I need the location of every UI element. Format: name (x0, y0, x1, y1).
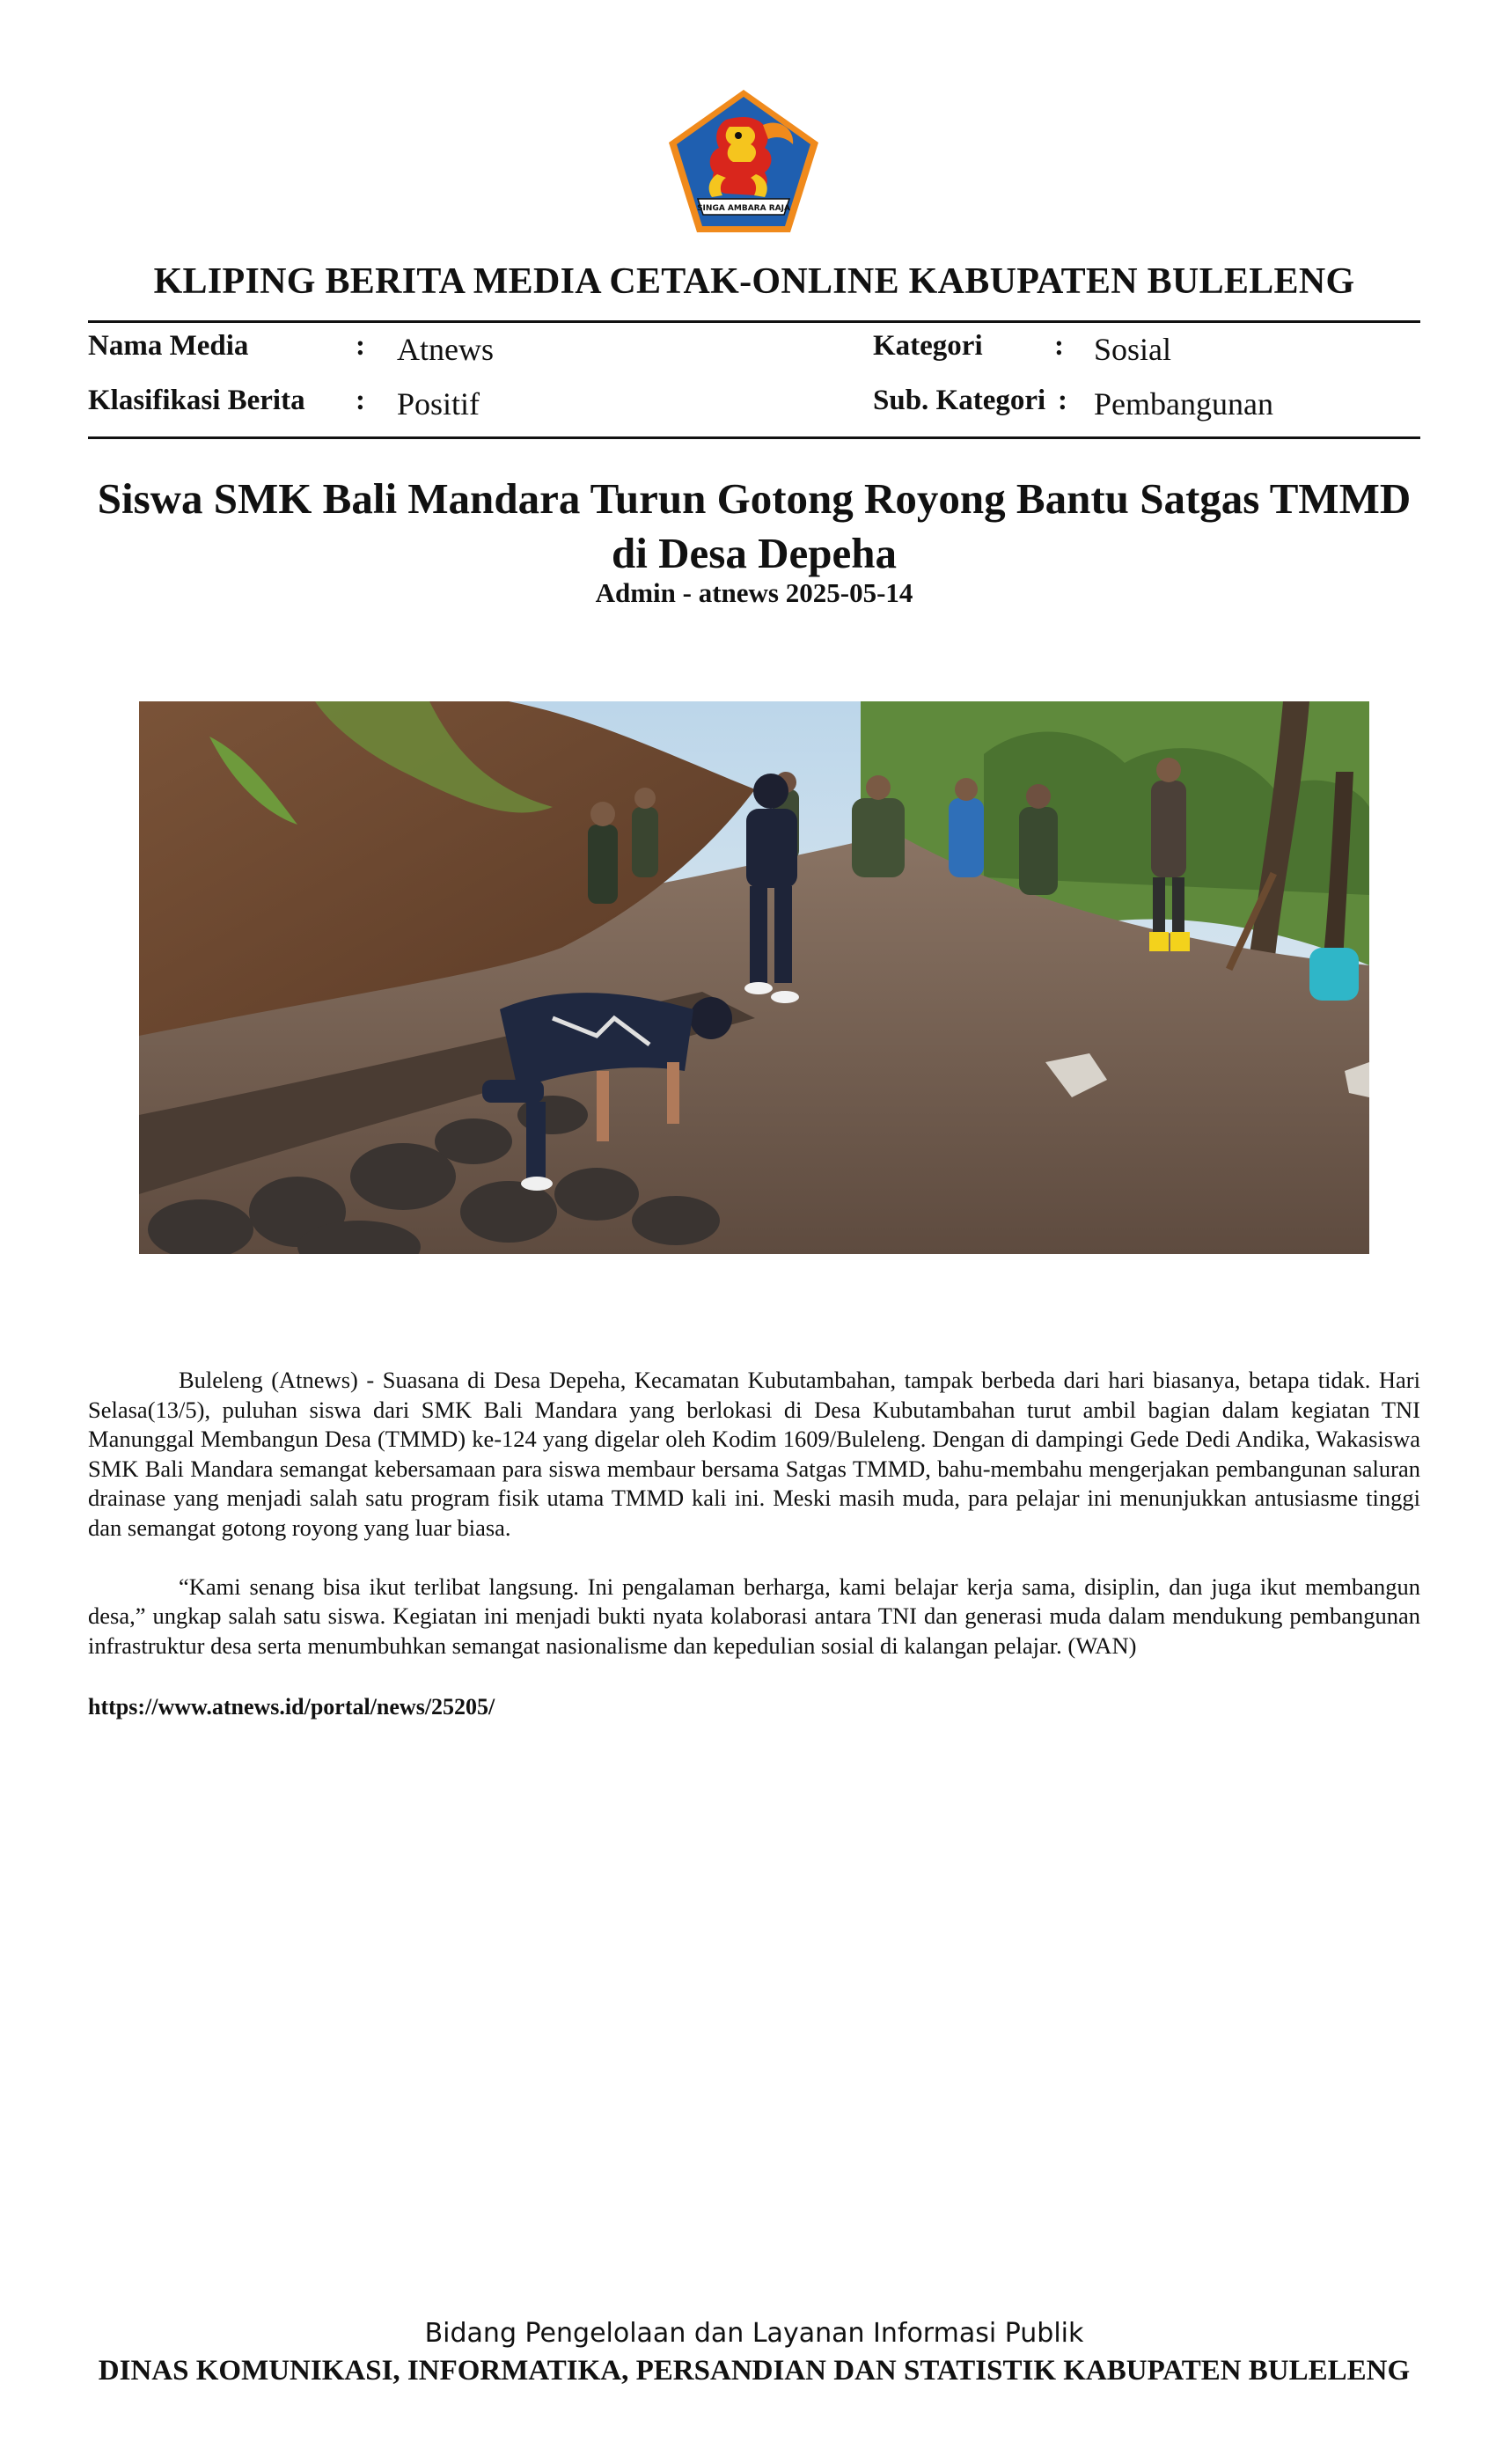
subcategory-label: Sub. Kategori (873, 385, 1046, 416)
svg-text:SINGA AMBARA RAJA: SINGA AMBARA RAJA (697, 204, 790, 213)
article-body (88, 1366, 1420, 1690)
media-name-value: Atnews (397, 332, 494, 367)
header-rule-top (88, 320, 1420, 323)
article-paragraph: “Kami senang bisa ikut terlibat langsung. Ini pengalaman berharga, kami belajar kerja sama, disiplin, dan juga ikut membangun desa,” ungkap salah satu siswa. Kegiatan ini menjadi bukti nyata kolaborasi antara TNI dan generasi muda dalam mendukung pembangunan infrastruktur desa serta menumbuhkan semangat nasionalisme dan kepedulian sosial di kalangan pelajar. (WAN) (88, 1573, 1420, 1659)
category-colon: : (1054, 330, 1064, 362)
article-byline: Admin - atnews 2025-05-14 (595, 577, 913, 608)
article-paragraph: Buleleng (Atnews) - Suasana di Desa Depeha, Kecamatan Kubutambahan, tampak berbeda dari hari biasanya, betapa tidak. Hari Selasa(13/5), puluhan siswa dari SMK Bali Mandara yang berlokasi di Desa Kubutambahan turut ambil bagian dalam kegiatan TNI Manunggal Membangun Desa (TMMD) ke-124 yang digelar oleh Kodim 1609/Buleleng. Dengan di dampingi Gede Dedi Andika, Wakasiswa SMK Bali Mandara semangat kebersamaan para siswa membaur bersama Satgas TMMD, bahu-membahu mengerjakan pembangunan saluran drainase yang menjadi salah satu program fisik utama TMMD kali ini. Meski masih muda, para pelajar ini menunjukkan antusiasme tinggi dan semangat gotong royong yang luar biasa. (88, 1367, 1420, 1541)
subcategory-value: Pembangunan (1094, 386, 1273, 422)
category-label: Kategori (873, 330, 983, 362)
article-photo (139, 701, 1369, 1254)
clipping-header-title: KLIPING BERITA MEDIA CETAK-ONLINE KABUPATEN BULELENG (153, 261, 1355, 302)
classification-colon: : (356, 385, 365, 416)
header-rule-bottom (88, 436, 1420, 439)
article-headline: Siswa SMK Bali Mandara Turun Gotong Royong Bantu Satgas TMMD di Desa Depeha (97, 474, 1412, 577)
buleleng-crest-logo (664, 86, 823, 236)
subcategory-colon: : (1058, 385, 1067, 416)
media-name-colon: : (356, 330, 365, 362)
category-value: Sosial (1094, 332, 1172, 367)
media-name-label: Nama Media (88, 330, 249, 362)
source-link[interactable]: https://www.atnews.id/portal/news/25205/ (88, 1694, 495, 1720)
classification-label: Klasifikasi Berita (88, 385, 305, 416)
classification-value: Positif (397, 386, 480, 422)
footer-division: Bidang Pengelolaan dan Layanan Informasi Publik (424, 2318, 1084, 2349)
footer-agency: DINAS KOMUNIKASI, INFORMATIKA, PERSANDIAN DAN STATISTIK KABUPATEN BULELENG (98, 2355, 1411, 2387)
